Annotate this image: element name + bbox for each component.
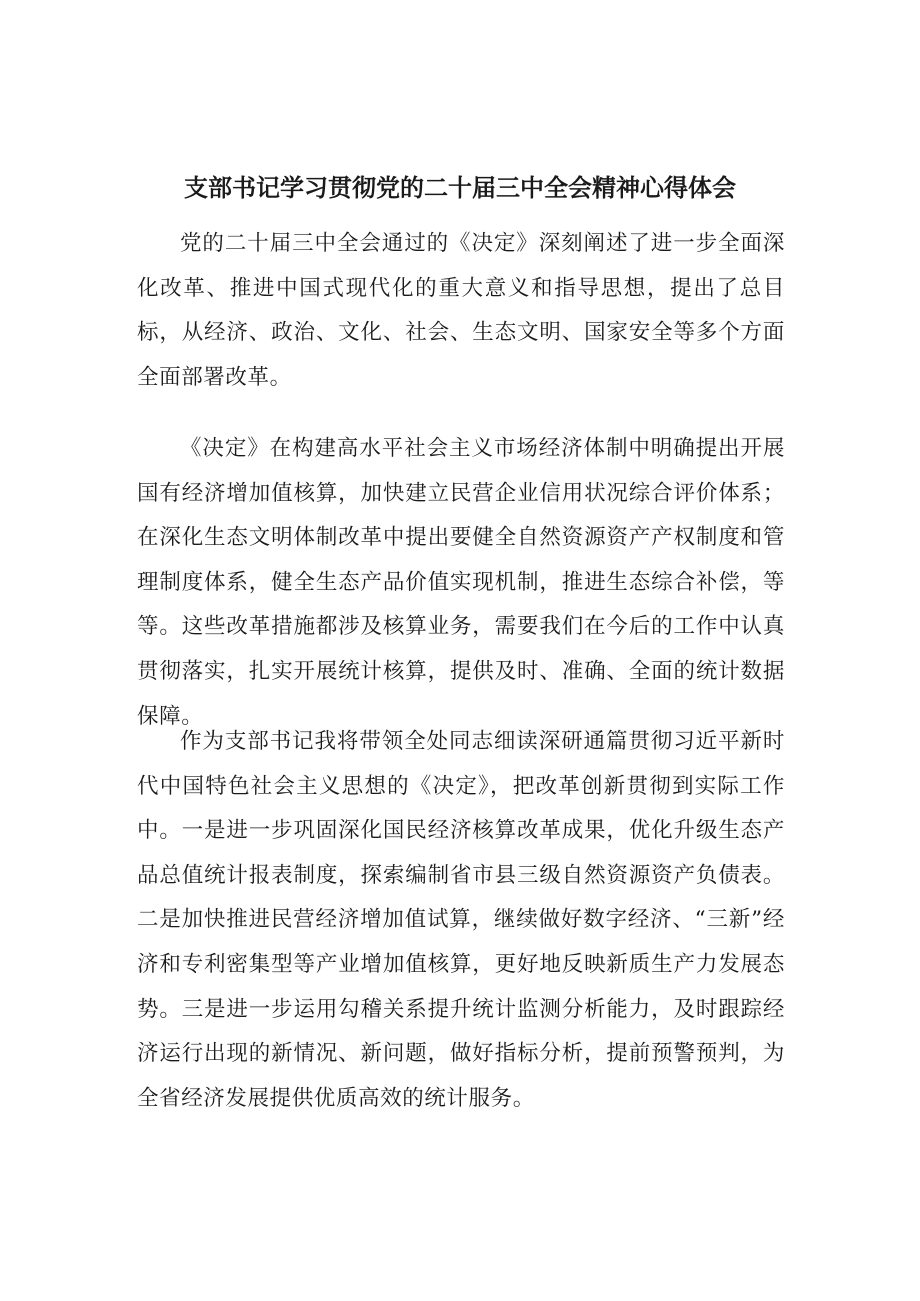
document-title: 支部书记学习贯彻党的二十届三中全会精神心得体会 [184,174,736,202]
body-paragraph-3: 作为支部书记我将带领全处同志细读深研通篇贯彻习近平新时代中国特色社会主义思想的《决定》，把改革创新贯彻到实际工作中。一是进一步巩固深化国民经济核算改革成果，优化升级生态产品总值统计报表制度，探索编制省市县三级自然资源资产负债表。二是加快推进民营经济增加值试算，继续做好数字经济、“三新”经济和专利密集型等产业增加值核算，更好地反映新质生产力发展态势。三是进一步运用勾稽关系提升统计监测分析能力，及时跟踪经济运行出现的新情况、新问题，做好指标分析，提前预警预判，为全省经济发展提供优质高效的统计服务。 [137,729,785,1111]
body-paragraph-2: 《决定》在构建高水平社会主义市场经济体制中明确提出开展国有经济增加值核算，加快建立民营企业信用状况综合评价体系；在深化生态文明体制改革中提出要健全自然资源资产产权制度和管理制度体系，健全生态产品价值实现机制，推进生态综合补偿，等等。这些改革措施都涉及核算业务，需要我们在今后的工作中认真贯彻落实，扎实开展统计核算，提供及时、准确、全面的统计数据保障。 [137,436,785,729]
body-paragraph-1: 党的二十届三中全会通过的《决定》深刻阐述了进一步全面深化改革、推进中国式现代化的重大意义和指导思想，提出了总目标，从经济、政治、文化、社会、生态文明、国家安全等多个方面全面部署改革。 [137,231,785,390]
